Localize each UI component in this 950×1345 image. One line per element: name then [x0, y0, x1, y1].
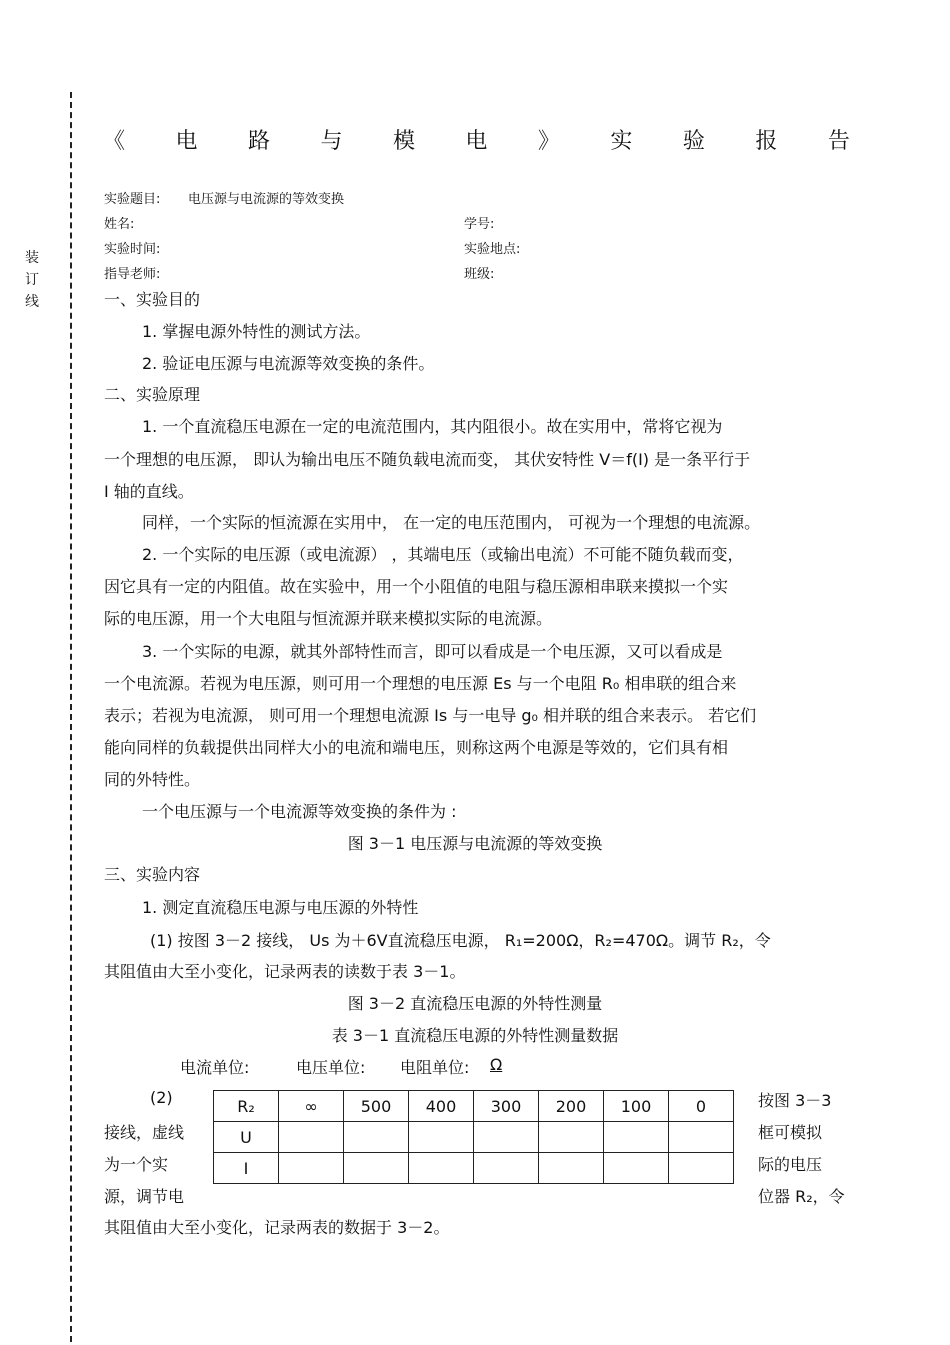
title-char: 《: [103, 129, 126, 154]
topic-label: 实验题目:: [104, 192, 161, 207]
figure-3-2-caption: 图 3－2 直流稳压电源的外特性测量: [347, 994, 603, 1013]
u-cell[interactable]: [669, 1122, 734, 1153]
para-line: 3. 一个实际的电源，就其外部特性而言，即可以看成是一个电压源，又可以看成是: [142, 642, 723, 661]
page-title: [103, 124, 850, 155]
i-cell[interactable]: [474, 1153, 539, 1184]
wrap-left-3: 源，调节电: [104, 1187, 185, 1206]
topic-value: 电压源与电流源的等效变换: [188, 192, 345, 207]
para-line: 2. 一个实际的电压源（或电流源） ，其端电压（或输出电流）不可能不随负载而变，: [142, 545, 744, 564]
student-id-label: 学号:: [464, 217, 495, 232]
title-char: 路: [247, 129, 270, 154]
units-current: 电流单位:: [180, 1058, 250, 1077]
wrap-left-0: (2): [150, 1088, 173, 1107]
i-cell[interactable]: [279, 1153, 344, 1184]
r2-value: ∞: [279, 1091, 344, 1122]
units-resistance: 电阻单位:: [400, 1058, 470, 1077]
name-label: 姓名:: [104, 217, 135, 232]
title-char: 与: [320, 129, 343, 154]
table-row-u: [214, 1122, 734, 1153]
row-label-r2: R₂: [214, 1091, 279, 1122]
binding-label: 装订线: [25, 250, 39, 310]
table-row-r2: [214, 1091, 734, 1122]
binding-dashed-line: [70, 92, 72, 1342]
para-line: 一个电流源。若视为电压源，则可用一个理想的电压源 Es 与一个电阻 R₀ 相串联的组合来: [104, 674, 737, 693]
para-line: 1. 一个直流稳压电源在一定的电流范围内，其内阻很小。故在实用中，常将它视为: [142, 417, 723, 436]
u-cell[interactable]: [539, 1122, 604, 1153]
title-char: 实: [610, 129, 633, 154]
table-3-1-caption: 表 3－1 直流稳压电源的外特性测量数据: [331, 1026, 619, 1045]
wrap-right-1: 框可模拟: [758, 1123, 823, 1142]
para-line: 同样，一个实际的恒流源在实用中， 在一定的电压范围内， 可视为一个理想的电流源。: [142, 513, 761, 532]
u-cell[interactable]: [604, 1122, 669, 1153]
u-cell[interactable]: [344, 1122, 409, 1153]
r2-value: 0: [669, 1091, 734, 1122]
teacher-label: 指导老师:: [104, 267, 161, 282]
wrap-left-1: 接线，虚线: [104, 1123, 185, 1142]
i-cell[interactable]: [409, 1153, 474, 1184]
title-char: 验: [682, 129, 705, 154]
section3-title: 三、实验内容: [104, 865, 201, 884]
para-line: 同的外特性。: [104, 770, 201, 789]
wrap-right-0: 按图 3－3: [758, 1091, 832, 1110]
para-line: 一个理想的电压源， 即认为输出电压不随负载电流而变， 其伏安特性 V＝f(I) 是一条平行于: [104, 450, 751, 469]
para-line: I 轴的直线。: [104, 482, 194, 501]
u-cell[interactable]: [279, 1122, 344, 1153]
para-line: 表示；若视为电流源， 则可用一个理想电流源 Is 与一电导 g₀ 相并联的组合来表示。 若它们: [104, 706, 757, 725]
r2-value: 100: [604, 1091, 669, 1122]
r2-value: 500: [344, 1091, 409, 1122]
section1-item2: 2. 验证电压源与电流源等效变换的条件。: [142, 354, 435, 373]
title-char: 模: [392, 129, 415, 154]
u-cell[interactable]: [409, 1122, 474, 1153]
table-3-1: [213, 1090, 734, 1184]
u-cell[interactable]: [474, 1122, 539, 1153]
units-voltage: 电压单位:: [296, 1058, 366, 1077]
section1-title: 一、实验目的: [104, 290, 201, 309]
title-char: 》: [537, 129, 560, 154]
i-cell[interactable]: [669, 1153, 734, 1184]
para-line: 其阻值由大至小变化，记录两表的数据于 3－2。: [104, 1218, 450, 1237]
para-line: 其阻值由大至小变化，记录两表的读数于表 3－1。: [104, 962, 466, 981]
section1-item1: 1. 掌握电源外特性的测试方法。: [142, 322, 371, 341]
title-char: 电: [175, 129, 198, 154]
para-line: 因它具有一定的内阻值。故在实验中，用一个小阻值的电阻与稳压源相串联来摸拟一个实: [104, 577, 729, 596]
para-line: 能向同样的负载提供出同样大小的电流和端电压，则称这两个电源是等效的，它们具有相: [104, 738, 729, 757]
place-label: 实验地点:: [464, 242, 521, 257]
wrap-right-3: 位器 R₂，令: [758, 1187, 845, 1206]
para-line: 际的电压源，用一个大电阻与恒流源并联来模拟实际的电流源。: [104, 609, 553, 628]
title-char: 报: [755, 129, 778, 154]
r2-value: 400: [409, 1091, 474, 1122]
r2-value: 300: [474, 1091, 539, 1122]
title-char: 告: [827, 129, 850, 154]
i-cell[interactable]: [604, 1153, 669, 1184]
title-char: 电: [465, 129, 488, 154]
class-label: 班级:: [464, 267, 495, 282]
section3-item1: 1. 测定直流稳压电源与电压源的外特性: [142, 898, 419, 917]
wrap-left-2: 为一个实: [104, 1155, 169, 1174]
row-label-i: I: [214, 1153, 279, 1184]
i-cell[interactable]: [344, 1153, 409, 1184]
table-row-i: [214, 1153, 734, 1184]
row-label-u: U: [214, 1122, 279, 1153]
section2-title: 二、实验原理: [104, 385, 201, 404]
time-label: 实验时间:: [104, 242, 161, 257]
units-resistance-value: Ω: [490, 1055, 503, 1074]
r2-value: 200: [539, 1091, 604, 1122]
para-line: (1) 按图 3－2 接线， Us 为＋6V直流稳压电源， R₁=200Ω，R₂=470Ω。调节 R₂，令: [150, 931, 771, 950]
figure-3-1-caption: 图 3－1 电压源与电流源的等效变换: [347, 834, 603, 853]
i-cell[interactable]: [539, 1153, 604, 1184]
wrap-right-2: 际的电压: [758, 1155, 823, 1174]
para-line: 一个电压源与一个电流源等效变换的条件为 :: [142, 802, 457, 821]
